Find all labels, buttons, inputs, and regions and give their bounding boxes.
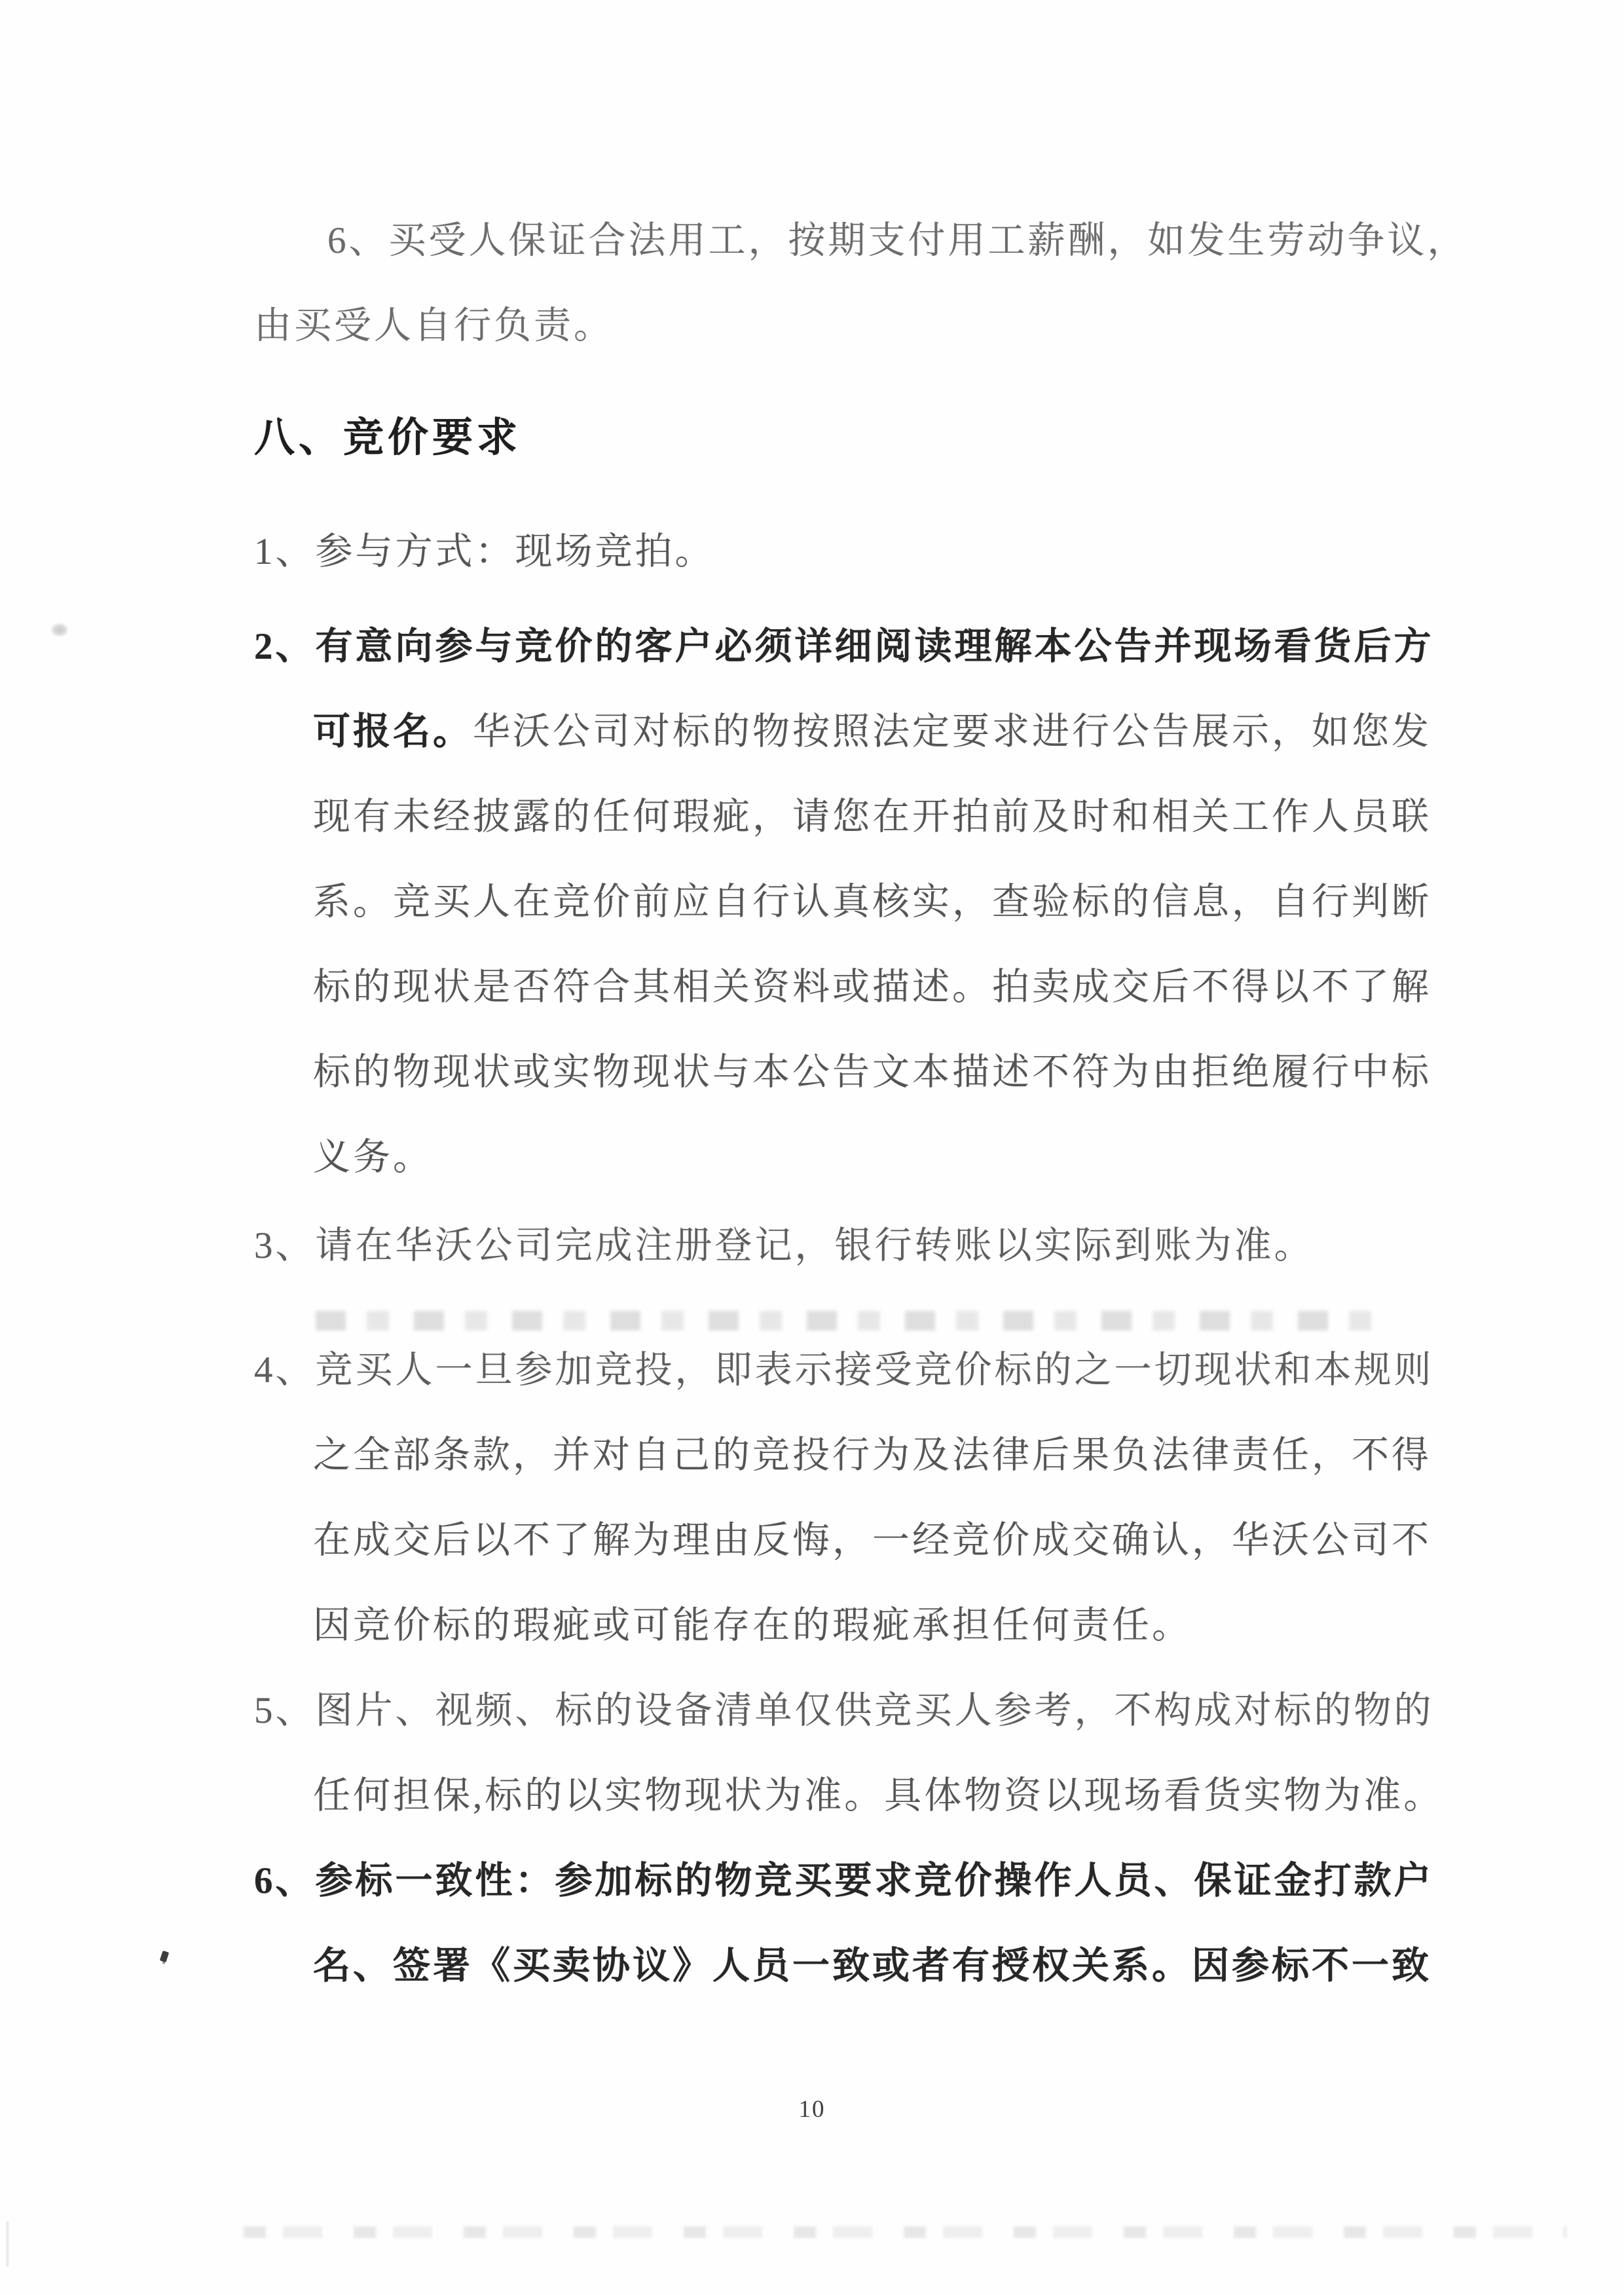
paragraph-line: 现有未经披露的任何瑕疵，请您在开拍前及时和相关工作人员联 (313, 796, 1431, 837)
scan-smudge-artifact (51, 623, 68, 636)
list-item-line: 5、图片、视频、标的设备清单仅供竞买人参考，不构成对标的物的 (254, 1690, 1434, 1731)
scan-edge-artifact (7, 2221, 9, 2267)
page-number: 10 (798, 2096, 826, 2123)
paragraph-line (313, 710, 1431, 754)
paragraph-line: 任何担保,标的以实物现状为准。具体物资以现场看货实物为准。 (313, 1775, 1444, 1816)
paragraph-line: 之全部条款，并对自己的竞投行为及法律后果负法律责任，不得 (313, 1435, 1431, 1476)
paragraph-line: 名、签署《买卖协议》人员一致或者有授权关系。因参标不一致 (313, 1945, 1431, 1987)
paragraph-line: 系。竞买人在竞价前应自行认真核实，查验标的信息，自行判断 (313, 881, 1431, 923)
regular-run: 华沃公司对标的物按照法定要求进行公告展示，如您发 (473, 711, 1431, 752)
bold-run: 可报名。 (313, 711, 473, 752)
bleedthrough-ghost-line (316, 1311, 1383, 1331)
paragraph-line: 6、买受人保证合法用工，按期支付用工薪酬，如发生劳动争议， (327, 220, 1467, 261)
bleedthrough-band (244, 2226, 1566, 2238)
list-item-line: 1、参与方式：现场竞拍。 (254, 531, 715, 572)
paragraph-line: 因竞价标的瑕疵或可能存在的瑕疵承担任何责任。 (313, 1605, 1192, 1646)
scan-speck-artifact (160, 1951, 169, 1962)
paragraph-line: 在成交后以不了解为理由反悔，一经竞价成交确认，华沃公司不 (313, 1520, 1431, 1561)
paragraph-line: 标的现状是否符合其相关资料或描述。拍卖成交后不得以不了解 (313, 966, 1431, 1008)
paragraph-line: 由买受人自行负责。 (254, 305, 614, 346)
list-item-line: 6、参标一致性：参加标的物竞买要求竞价操作人员、保证金打款户 (254, 1860, 1434, 1901)
list-item-line: 4、竞买人一旦参加竞投，即表示接受竞价标的之一切现状和本规则 (254, 1349, 1434, 1391)
list-item-line: 2、有意向参与竞价的客户必须详细阅读理解本公告并现场看货后方 (254, 626, 1434, 667)
list-item-line: 3、请在华沃公司完成注册登记，银行转账以实际到账为准。 (254, 1225, 1314, 1266)
section-heading: 八、竞价要求 (254, 416, 522, 460)
paragraph-line: 标的物现状或实物现状与本公告文本描述不符为由拒绝履行中标 (313, 1052, 1431, 1093)
paragraph-line: 义务。 (313, 1137, 433, 1178)
